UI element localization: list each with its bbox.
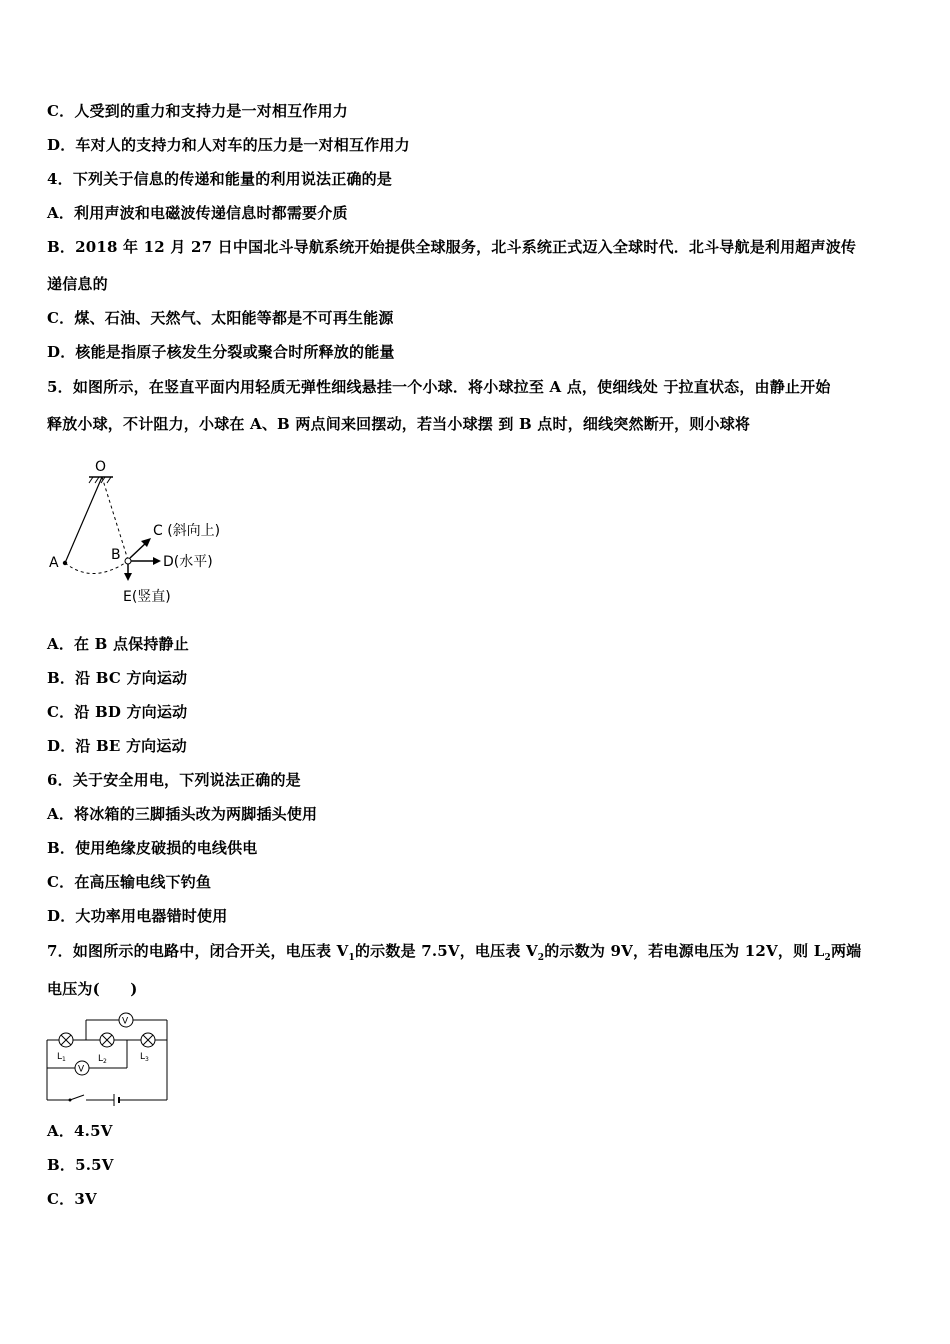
option-7a: A．4.5V bbox=[47, 1122, 113, 1140]
arrow-bd-head bbox=[153, 557, 161, 565]
option-4b-line2: 递信息的 bbox=[47, 275, 108, 293]
point-a bbox=[63, 561, 67, 565]
label-l1: $L_1$ bbox=[57, 1052, 66, 1063]
option-7b: B．5.5V bbox=[47, 1156, 114, 1174]
option-4b-line1: B．2018 年 12 月 27 日中国北斗导航系统开始提供全球服务，北斗系统正式迈入全球时代．北斗导航是利用超声波传 bbox=[47, 238, 857, 256]
question-5-line2: 释放小球，不计阻力，小球在 A、B 两点间来回摆动，若当小球摆 到 B 点时，细线突然断开，则小球将 bbox=[47, 415, 751, 433]
option-7c: C．3V bbox=[47, 1190, 97, 1208]
question-4: 4．下列关于信息的传递和能量的利用说法正确的是 bbox=[47, 170, 393, 188]
label-d: D(水平) bbox=[163, 554, 213, 570]
option-6b: B．使用绝缘皮破损的电线供电 bbox=[47, 839, 258, 857]
hatch-1 bbox=[89, 477, 93, 483]
label-e: E(竖直) bbox=[123, 589, 171, 605]
option-6d: D．大功率用电器错时使用 bbox=[47, 907, 228, 925]
question-6: 6．关于安全用电，下列说法正确的是 bbox=[47, 771, 301, 789]
ball-b bbox=[125, 558, 131, 564]
lamp-l1 bbox=[59, 1033, 73, 1047]
question-7-line1 bbox=[47, 941, 861, 968]
label-v1: V bbox=[78, 1064, 85, 1075]
label-o: O bbox=[95, 459, 107, 475]
label-v2: V bbox=[122, 1016, 129, 1027]
option-5c: C．沿 BD 方向运动 bbox=[47, 703, 188, 721]
option-3d: D．车对人的支持力和人对车的压力是一对相互作用力 bbox=[47, 136, 410, 154]
q7-text-3: 的示数为 9V，若电源电压为 12V，则 L bbox=[544, 942, 825, 960]
string-oa bbox=[65, 477, 102, 563]
label-l3: $L_3$ bbox=[140, 1052, 149, 1063]
switch bbox=[70, 1095, 84, 1100]
label-l2: $L_2$ bbox=[98, 1054, 107, 1065]
option-5d: D．沿 BE 方向运动 bbox=[47, 737, 187, 755]
label-b: B bbox=[111, 547, 121, 563]
label-c: C (斜向上) bbox=[153, 523, 221, 539]
option-5b: B．沿 BC 方向运动 bbox=[47, 669, 188, 687]
pendulum-figure bbox=[45, 455, 245, 610]
option-6c: C．在高压输电线下钓鱼 bbox=[47, 873, 212, 891]
option-5a: A．在 B 点保持静止 bbox=[47, 635, 189, 653]
option-4a: A．利用声波和电磁波传递信息时都需要介质 bbox=[47, 204, 348, 222]
q7-text-1: 7．如图所示的电路中，闭合开关，电压表 V bbox=[47, 942, 349, 960]
arrow-be-head bbox=[124, 573, 132, 581]
option-3c: C．人受到的重力和支持力是一对相互作用力 bbox=[47, 102, 348, 120]
q7-sub-2: 2 bbox=[537, 953, 545, 963]
question-5-line1: 5．如图所示，在竖直平面内用轻质无弹性细线悬挂一个小球．将小球拉至 A 点，使细线处 于拉直状态，由静止开始 bbox=[47, 378, 831, 396]
option-6a: A．将冰箱的三脚插头改为两脚插头使用 bbox=[47, 805, 318, 823]
option-4d: D．核能是指原子核发生分裂或聚合时所释放的能量 bbox=[47, 343, 395, 361]
switch-pivot bbox=[69, 1099, 72, 1102]
q7-sub-1: 1 bbox=[348, 953, 355, 963]
q7-sub-3: 2 bbox=[824, 953, 831, 963]
lamp-l3 bbox=[141, 1033, 155, 1047]
hatch-4 bbox=[107, 477, 111, 483]
question-7-line2: 电压为( ) bbox=[47, 980, 138, 998]
lamp-l2 bbox=[100, 1033, 114, 1047]
hatch-2 bbox=[95, 477, 99, 483]
q7-text-4: 两端 bbox=[830, 942, 862, 960]
q7-text-2: 的示数是 7.5V，电压表 V bbox=[354, 942, 538, 960]
label-a: A bbox=[49, 555, 59, 571]
option-4c: C．煤、石油、天然气、太阳能等都是不可再生能源 bbox=[47, 309, 394, 327]
circuit-figure bbox=[42, 1008, 172, 1108]
